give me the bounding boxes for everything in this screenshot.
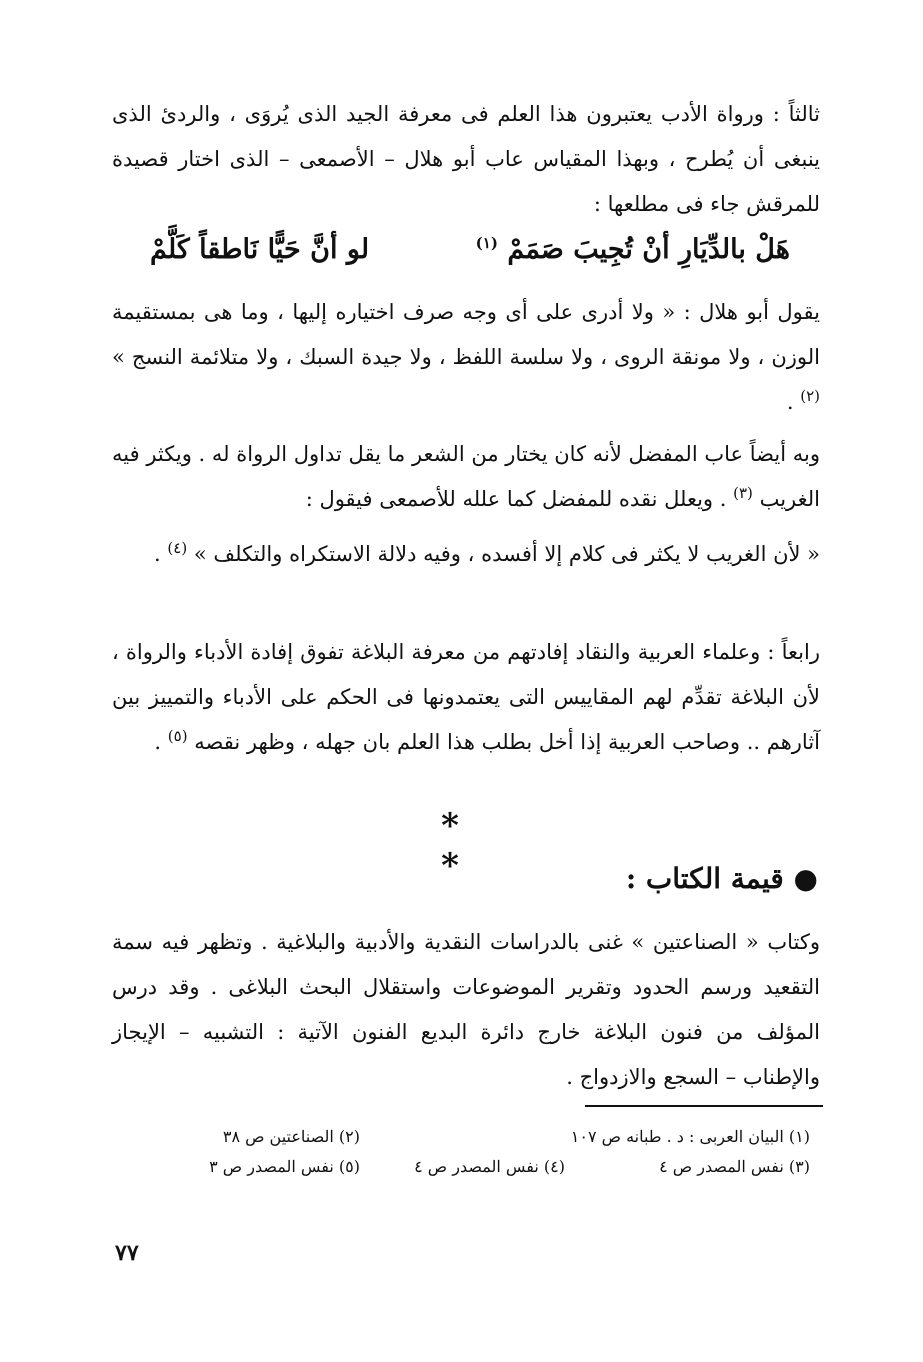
paragraph-text: وبه أيضاً عاب المفضل لأنه كان يختار من الشعر ما يقل تداول الرواة له . ويكثر فيه الغريب [112,442,820,511]
section-heading: ● قيمة الكتاب : [625,862,818,895]
verse-second-hemistich: لو أنَّ حَيًّا نَاطقاً كَلَّمْ [150,234,370,265]
footnote-2: (٢) الصناعتين ص ٣٨ [222,1127,360,1146]
paragraph-thirdly [112,92,820,227]
paragraph-text-tail: . ويعلل نقده للمفضل كما علله للأصمعى فيقول : [305,487,727,511]
paragraph-mufaddal [112,432,820,522]
footnote-4: (٤) نفس المصدر ص ٤ [414,1157,565,1176]
paragraph-text: « لأن الغريب لا يكثر فى كلام إلا أفسده ، وفيه دلالة الاستكراه والتكلف » [193,542,820,566]
footnote-ref-1: (١) [475,234,498,252]
footnotes [160,1122,810,1182]
footnote-1: (١) البيان العربى : د . طبانه ص ١٠٧ [570,1127,810,1146]
page-number: ٧٧ [115,1240,139,1266]
paragraph-text: وكتاب « الصناعتين » غنى بالدراسات النقدية والأدبية والبلاغية . وتظهر فيه سمة التقعيد ورسم الحدود وتقرير الموضوعات واستقلال البحث البلاغى . وقد درس المؤلف من فنون البلاغة خارج دائرة البديع الفنون الآتية : التشبيه – الإيجاز والإطناب – السجع والازدواج . [112,930,820,1089]
footnote-ref-5: (٥) [167,727,188,745]
verse-first-hemistich [476,234,790,265]
poem-verse [150,234,790,280]
paragraph-fourthly: رابعاً : وعلماء العربية والنقاد إفادتهم من معرفة البلاغة تفوق إفادة الأدباء والرواة ، لأن البلاغة تقدِّم لهم المقاييس التى يعتمدونها فى الحكم على الأدباء والتمييز بين آثارهم .. وصاحب العربية إذا أخل بطلب هذا العلم بان جهله ، وظهر نقصه $^{(٥)}$ . [112,640,820,754]
footnote-ref-2: (٢) [800,387,820,405]
paragraph-text: ثالثاً : ورواة الأدب يعتبرون هذا العلم فى معرفة الجيد الذى يُروَى ، والردئ الذى ينبغى أن يُطرح ، وبهذا المقياس عاب أبو هلال – الأصمعى – الذى اختار قصيدة للمرقش جاء فى مطلعها : [112,102,820,216]
section-separator: * * [441,806,499,886]
footnote-row [160,1122,810,1152]
footnote-ref-3: (٣) [733,484,753,502]
footnote-ref-4: (٤) [167,539,188,557]
hemistich-text: هَلْ بالدِّيَارِ أنْ تُجِيبَ صَمَمْ [507,234,790,265]
footnote-3: (٣) نفس المصدر ص ٤ [659,1157,810,1176]
paragraph-gharib-quote: « لأن الغريب لا يكثر فى كلام إلا أفسده ، وفيه دلالة الاستكراه والتكلف » $^{(٤)}$ . [154,539,820,566]
footnote-5: (٥) نفس المصدر ص ٣ [209,1157,360,1176]
footnote-row [160,1152,810,1182]
paragraph-text: يقول أبو هلال : « ولا أدرى على أى وجه صرف اختياره إليها ، وما هى بمستقيمة الوزن ، ولا مونقة الروى ، ولا سلسة اللفظ ، ولا جيدة السبك ، ولا متلائمة النسج » [112,300,820,369]
paragraph-text: رابعاً : وعلماء العربية والنقاد إفادتهم من معرفة البلاغة تفوق إفادة الأدباء والرواة ، لأن البلاغة تقدِّم لهم المقاييس التى يعتمدونها فى الحكم على الأدباء والتمييز بين آثارهم .. وصاحب العربية إذا أخل بطلب هذا العلم بان جهله ، وظهر نقصه [112,640,820,754]
footnote-divider [585,1105,823,1107]
paragraph-book-value [112,920,820,1100]
paragraph-abu-hilal-quote: يقول أبو هلال : « ولا أدرى على أى وجه صرف اختياره إليها ، وما هى بمستقيمة الوزن ، ولا مونقة الروى ، ولا سلسة اللفظ ، ولا جيدة السبك ، ولا متلائمة النسج » $^{(٢)}$ . [112,300,820,414]
